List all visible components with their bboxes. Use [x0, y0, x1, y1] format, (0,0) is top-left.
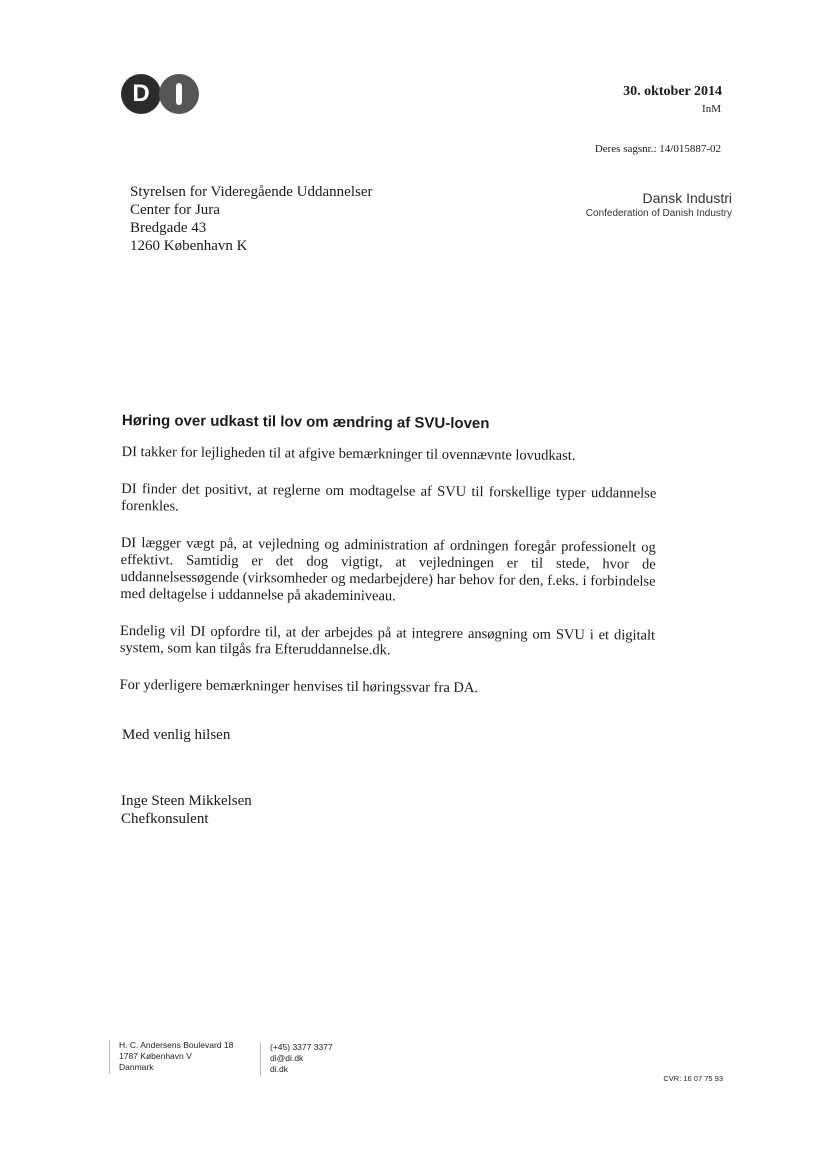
letter-date: 30. oktober 2014 [623, 84, 722, 99]
signer-name: Inge Steen Mikkelsen [121, 793, 252, 809]
recipient-line: Styrelsen for Videregående Uddannelser [130, 184, 373, 200]
company-subtitle: Confederation of Danish Industry [585, 208, 732, 219]
recipient-line: Center for Jura [130, 202, 220, 218]
signature-block [121, 792, 252, 828]
letter-closing: Med venlig hilsen [122, 727, 231, 743]
footer-address-line: 1787 København V [119, 1051, 192, 1061]
company-block [586, 190, 732, 219]
logo-i-circle [159, 74, 199, 114]
body-paragraph: DI finder det positivt, at reglerne om modtagelse af SVU til forskellige typer uddannelse forenkles. [121, 480, 657, 515]
footer-cvr: CVR: 16 07 75 93 [663, 1074, 723, 1083]
footer-website: di.dk [270, 1064, 288, 1074]
letter-subject: Høring over udkast til lov om ændring af SVU-loven [121, 412, 490, 433]
recipient-line: 1260 København K [130, 238, 248, 254]
body-paragraph: For yderligere bemærkninger henvises til høringssvar fra DA. [119, 676, 479, 697]
footer-address-line: Danmark [119, 1062, 154, 1072]
author-initials: InM [702, 103, 721, 115]
logo-d-circle: D [121, 74, 161, 114]
case-number: Deres sagsnr.: 14/015887-02 [594, 143, 721, 155]
footer-contact [260, 1042, 333, 1076]
footer-address-line: H. C. Andersens Boulevard 18 [119, 1040, 234, 1050]
footer-address [109, 1040, 233, 1074]
recipient-line: Bredgade 43 [130, 220, 207, 236]
recipient-address [130, 183, 372, 255]
letter-body [119, 412, 657, 719]
signer-title: Chefkonsulent [121, 811, 209, 827]
di-logo [121, 74, 201, 116]
body-paragraph: Endelig vil DI opfordre til, at der arbejdes på at integrere ansøgning om SVU i et digitalt system, som kan tilgås fra Efteruddannelse.dk. [119, 622, 656, 659]
logo-i-bar [176, 83, 182, 105]
body-paragraph: DI lægger vægt på, at vejledning og administration af ordningen foregår professionelt og effektivt. Samtidig er det dog vigtigt, at vejledningen er til stede, hvor de uddannelsessøgende (virksomheder og medarbejdere) har behov for den, f.eks. i forbindelse med deltagelse i uddannelse på akademiniveau. [120, 534, 656, 605]
company-name: Dansk Industri [642, 190, 732, 206]
footer-email: di@di.dk [270, 1053, 304, 1063]
body-paragraph: DI takker for lejligheden til at afgive bemærkninger til ovennævnte lovudkast. [121, 443, 576, 464]
footer-phone: (+45) 3377 3377 [270, 1042, 333, 1052]
